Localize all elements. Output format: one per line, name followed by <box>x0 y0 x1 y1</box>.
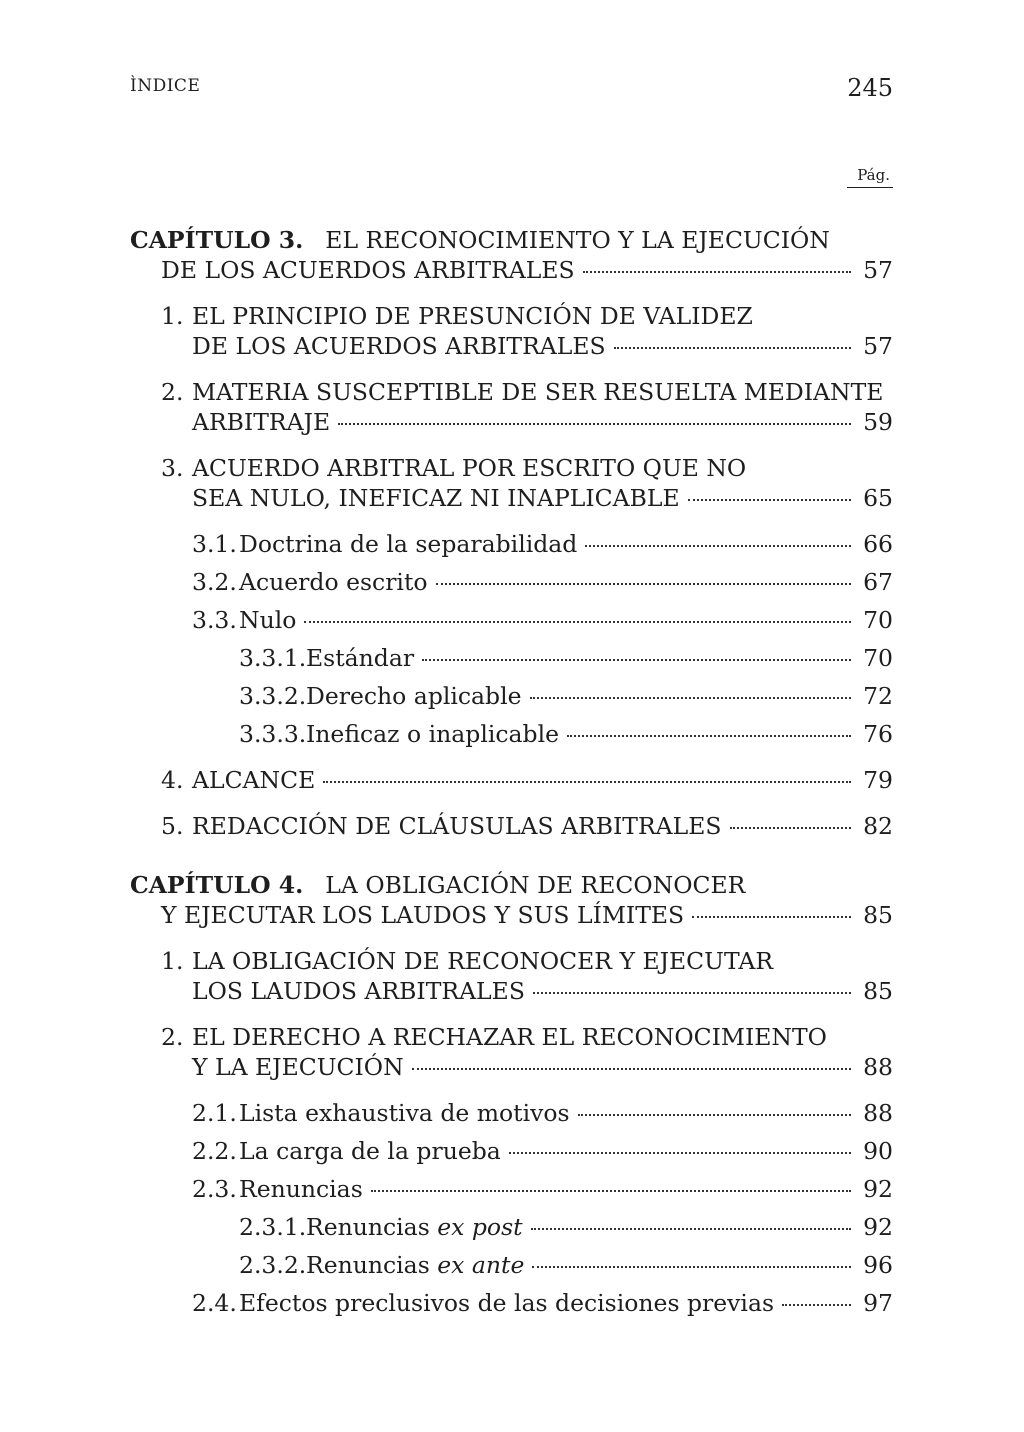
entry-title: Estándar <box>306 644 415 672</box>
entry-title: Renuncias <box>306 1251 430 1279</box>
entry-title-cont: SEA NULO, INEFICAZ NI INAPLICABLE <box>192 484 680 512</box>
toc-entry[interactable] <box>130 643 893 673</box>
page-ref: 72 <box>863 682 893 710</box>
leader-dots <box>338 423 851 425</box>
toc-entry[interactable] <box>130 719 893 749</box>
toc-entry[interactable] <box>130 301 893 361</box>
entry-number: 5. <box>161 812 184 840</box>
entry-number: 2.3.2. <box>239 1251 307 1279</box>
toc-entry[interactable] <box>130 1136 893 1166</box>
leader-dots <box>422 659 851 661</box>
toc-entry[interactable] <box>130 1288 893 1318</box>
page-ref: 82 <box>863 812 893 840</box>
entry-number: 1. <box>161 302 184 330</box>
entry-number: 2.3. <box>192 1175 237 1203</box>
page-ref: 59 <box>863 408 893 436</box>
page-ref: 90 <box>863 1137 893 1165</box>
entry-title: Efectos preclusivos de las decisiones previas <box>239 1289 775 1317</box>
leader-dots <box>567 735 851 737</box>
page-ref: 88 <box>863 1053 893 1081</box>
toc-entry[interactable] <box>130 605 893 635</box>
leader-dots <box>782 1304 851 1306</box>
page-ref: 70 <box>863 644 893 672</box>
entry-title-cont: Y LA EJECUCIÓN <box>192 1053 404 1081</box>
toc-entry[interactable] <box>130 1212 893 1242</box>
leader-dots <box>578 1114 851 1116</box>
page-ref: 66 <box>863 530 893 558</box>
table-of-contents <box>130 225 893 1318</box>
leader-dots <box>688 499 851 501</box>
chapter-4-entry[interactable] <box>130 870 893 930</box>
entry-title: Acuerdo escrito <box>239 568 428 596</box>
entry-number: 1. <box>161 947 184 975</box>
entry-title: Lista exhaustiva de motivos <box>239 1099 570 1127</box>
entry-number: 3.3.3. <box>239 720 307 748</box>
entry-title-cont: LOS LAUDOS ARBITRALES <box>192 977 525 1005</box>
page-number: 245 <box>847 74 893 102</box>
chapter-title: LA OBLIGACIÓN DE RECONOCER <box>325 871 746 899</box>
entry-title: Ineficaz o inaplicable <box>306 720 560 748</box>
leader-dots <box>412 1068 851 1070</box>
leader-dots <box>531 1228 851 1230</box>
entry-number: 2. <box>161 378 184 406</box>
entry-title: Doctrina de la separabilidad <box>239 530 578 558</box>
leader-dots <box>583 271 851 273</box>
entry-number: 3.3. <box>192 606 237 634</box>
page-ref: 92 <box>863 1213 893 1241</box>
entry-title: Renuncias <box>239 1175 363 1203</box>
page-column-label: Pág. <box>847 166 893 188</box>
toc-entry[interactable] <box>130 1098 893 1128</box>
chapter-title-cont: Y EJECUTAR LOS LAUDOS Y SUS LÍMITES <box>161 901 685 929</box>
toc-entry[interactable] <box>130 567 893 597</box>
leader-dots <box>371 1190 851 1192</box>
leader-dots <box>532 1266 851 1268</box>
chapter-title-cont: DE LOS ACUERDOS ARBITRALES <box>161 256 575 284</box>
toc-entry[interactable] <box>130 1174 893 1204</box>
page-ref: 85 <box>863 977 893 1005</box>
entry-title: EL PRINCIPIO DE PRESUNCIÓN DE VALIDEZ <box>192 302 753 330</box>
leader-dots <box>614 347 851 349</box>
entry-number: 3.3.1. <box>239 644 307 672</box>
entry-title: EL DERECHO A RECHAZAR EL RECONOCIMIENTO <box>192 1023 827 1051</box>
chapter-3-entry[interactable] <box>130 225 893 285</box>
leader-dots <box>585 545 851 547</box>
page-ref: 88 <box>863 1099 893 1127</box>
entry-title: La carga de la prueba <box>239 1137 501 1165</box>
page-ref: 85 <box>863 901 893 929</box>
page-ref: 57 <box>863 332 893 360</box>
toc-entry[interactable] <box>130 529 893 559</box>
entry-number: 3.3.2. <box>239 682 307 710</box>
leader-dots <box>323 781 851 783</box>
entry-title: Nulo <box>239 606 297 634</box>
entry-number: 2. <box>161 1023 184 1051</box>
entry-title: LA OBLIGACIÓN DE RECONOCER Y EJECUTAR <box>192 947 774 975</box>
chapter-title: EL RECONOCIMIENTO Y LA EJECUCIÓN <box>325 226 830 254</box>
leader-dots <box>533 992 851 994</box>
running-head: ÌNDICE <box>130 76 201 96</box>
toc-entry[interactable] <box>130 1022 893 1082</box>
entry-number: 2.1. <box>192 1099 237 1127</box>
page-ref: 92 <box>863 1175 893 1203</box>
entry-number: 3.1. <box>192 530 237 558</box>
page-ref: 70 <box>863 606 893 634</box>
leader-dots <box>692 916 851 918</box>
entry-title: ALCANCE <box>192 766 316 794</box>
toc-entry[interactable] <box>130 453 893 513</box>
toc-entry[interactable] <box>130 811 893 841</box>
page-ref: 57 <box>863 256 893 284</box>
leader-dots <box>730 827 852 829</box>
entry-number: 3.2. <box>192 568 237 596</box>
entry-title-cont: ARBITRAJE <box>192 408 331 436</box>
entry-number: 2.4. <box>192 1289 237 1317</box>
entry-number: 3. <box>161 454 184 482</box>
chapter-label: CAPÍTULO 4. <box>130 871 304 899</box>
leader-dots <box>530 697 851 699</box>
toc-entry[interactable] <box>130 681 893 711</box>
entry-title: MATERIA SUSCEPTIBLE DE SER RESUELTA MEDIANTE <box>192 378 884 406</box>
entry-title-italic: ex ante <box>437 1251 525 1279</box>
page-ref: 76 <box>863 720 893 748</box>
entry-title-italic: ex post <box>437 1213 523 1241</box>
chapter-label: CAPÍTULO 3. <box>130 226 304 254</box>
entry-number: 2.3.1. <box>239 1213 307 1241</box>
entry-title-cont: DE LOS ACUERDOS ARBITRALES <box>192 332 606 360</box>
page-ref: 96 <box>863 1251 893 1279</box>
entry-title: Renuncias <box>306 1213 430 1241</box>
page-ref: 79 <box>863 766 893 794</box>
page-ref: 67 <box>863 568 893 596</box>
page-ref: 97 <box>863 1289 893 1317</box>
toc-entry[interactable] <box>130 765 893 795</box>
toc-entry[interactable] <box>130 377 893 437</box>
page-ref: 65 <box>863 484 893 512</box>
entry-number: 2.2. <box>192 1137 237 1165</box>
leader-dots <box>436 583 851 585</box>
leader-dots <box>509 1152 851 1154</box>
leader-dots <box>304 621 851 623</box>
entry-title: Derecho aplicable <box>306 682 522 710</box>
entry-number: 4. <box>161 766 184 794</box>
toc-entry[interactable] <box>130 1250 893 1280</box>
entry-title: ACUERDO ARBITRAL POR ESCRITO QUE NO <box>192 454 747 482</box>
entry-title: REDACCIÓN DE CLÁUSULAS ARBITRALES <box>192 812 722 840</box>
toc-entry[interactable] <box>130 946 893 1006</box>
